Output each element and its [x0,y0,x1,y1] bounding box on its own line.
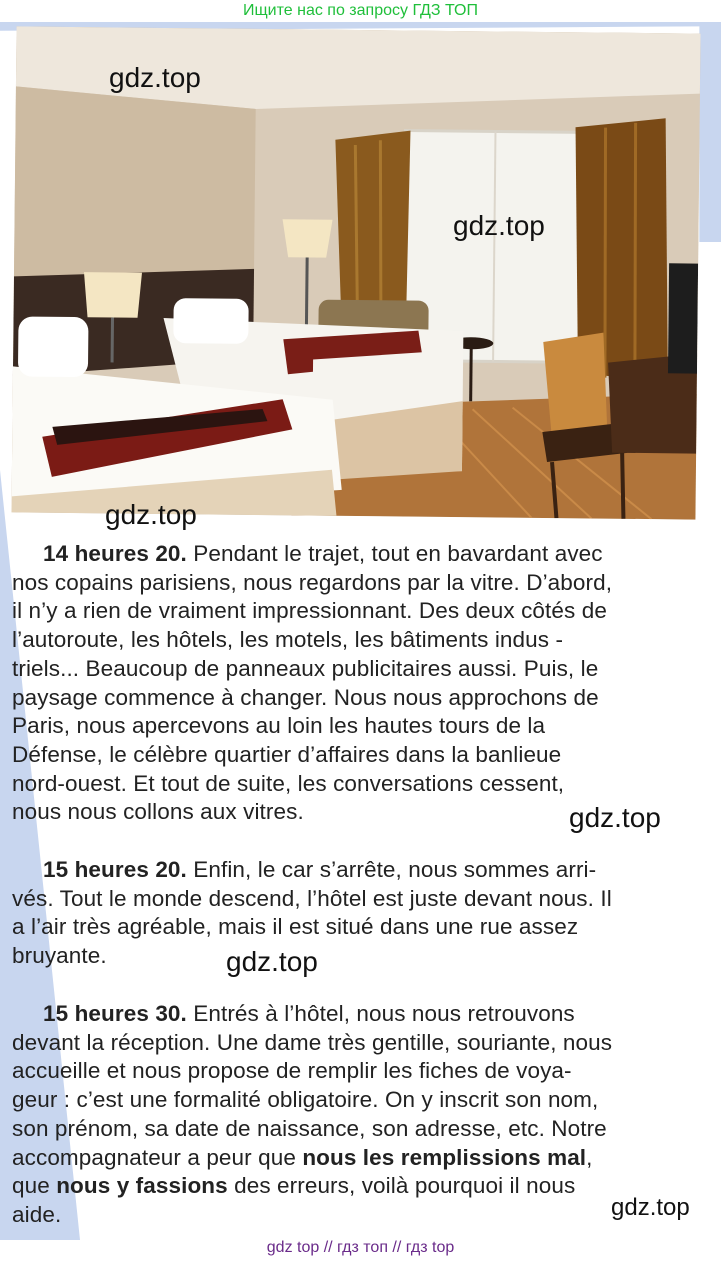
hotel-room-photo [11,26,700,519]
time-heading: 15 heures 20. [43,857,187,882]
watermark: gdz.top [611,1194,690,1221]
paragraph-line: l’autoroute, les hôtels, les motels, les bâtiments indus - [12,627,564,653]
watermark: gdz.top [569,802,661,833]
paragraph-line: geur : c’est une formalité obligatoire. On y inscrit son nom, [12,1087,599,1113]
text-span: Pendant le trajet, tout en bavardant avec [186,541,603,566]
paragraph-line: nos copains parisiens, nous regardons par la vitre. D’abord, [12,569,613,595]
hotel-room-illustration [11,26,700,519]
text-span: Entrés à l’hôtel, nous nous retrouvons [186,1001,575,1026]
paragraph-line: bruyante. [12,943,107,969]
text-span: accompagnateur a peur que [12,1144,303,1170]
footer-links: gdz top // гдз топ // гдз top [266,1239,455,1256]
paragraph-line: paysage commence à changer. Nous nous approchons de [12,684,599,710]
paragraph-1 [12,540,672,827]
watermark: gdz.top [105,499,197,530]
paragraph-line: a l’air très agréable, mais il est situé dans une rue assez [12,914,579,940]
paragraph-3 [12,1000,672,1230]
paragraph-line: nous nous collons aux vitres. [12,799,304,825]
time-heading: 15 heures 30. [43,1001,187,1026]
paragraph-line: aide. [12,1201,62,1227]
bold-phrase: nous y fassions [56,1173,228,1199]
text-span: , [586,1144,593,1170]
paragraph-line [12,1144,672,1173]
paragraph-line: vés. Tout le monde descend, l’hôtel est juste devant nous. Il [12,885,612,911]
watermark: gdz.top [453,210,545,241]
paragraph-line: accueille et nous propose de remplir les fiches de voya- [12,1058,572,1084]
time-heading: 14 heures 20. [43,541,187,566]
bold-phrase: nous les remplissions mal [302,1144,587,1170]
paragraph-line: triels... Beaucoup de panneaux publicitaires aussi. Puis, le [12,655,599,681]
text-span: des erreurs, voilà pourquoi il nous [227,1173,576,1199]
text-span: Enfin, le car s’arrête, nous sommes arri- [186,857,597,882]
watermark: gdz.top [109,62,201,93]
paragraph-line [12,856,672,885]
paragraph-line: il n’y a rien de vraiment impressionnant. Des deux côtés de [12,598,607,624]
paragraph-line: nord-ouest. Et tout de suite, les conversations cessent, [12,770,565,796]
paragraph-line [12,1000,672,1029]
top-banner: Ищите нас по запросу ГДЗ ТОП [243,2,478,19]
paragraph-line: Défense, le célèbre quartier d’affaires dans la banlieue [12,741,562,767]
text-span: que [12,1173,57,1199]
paragraph-line: devant la réception. Une dame très gentille, souriante, nous [12,1029,613,1055]
paragraph-line: Paris, nous apercevons au loin les hautes tours de la [12,713,546,739]
paragraph-line [12,1172,672,1201]
paragraph-line: son prénom, sa date de naissance, son adresse, etc. Notre [12,1115,607,1141]
paragraph-line [12,540,672,569]
paragraph-2 [12,856,672,971]
watermark: gdz.top [226,946,318,977]
